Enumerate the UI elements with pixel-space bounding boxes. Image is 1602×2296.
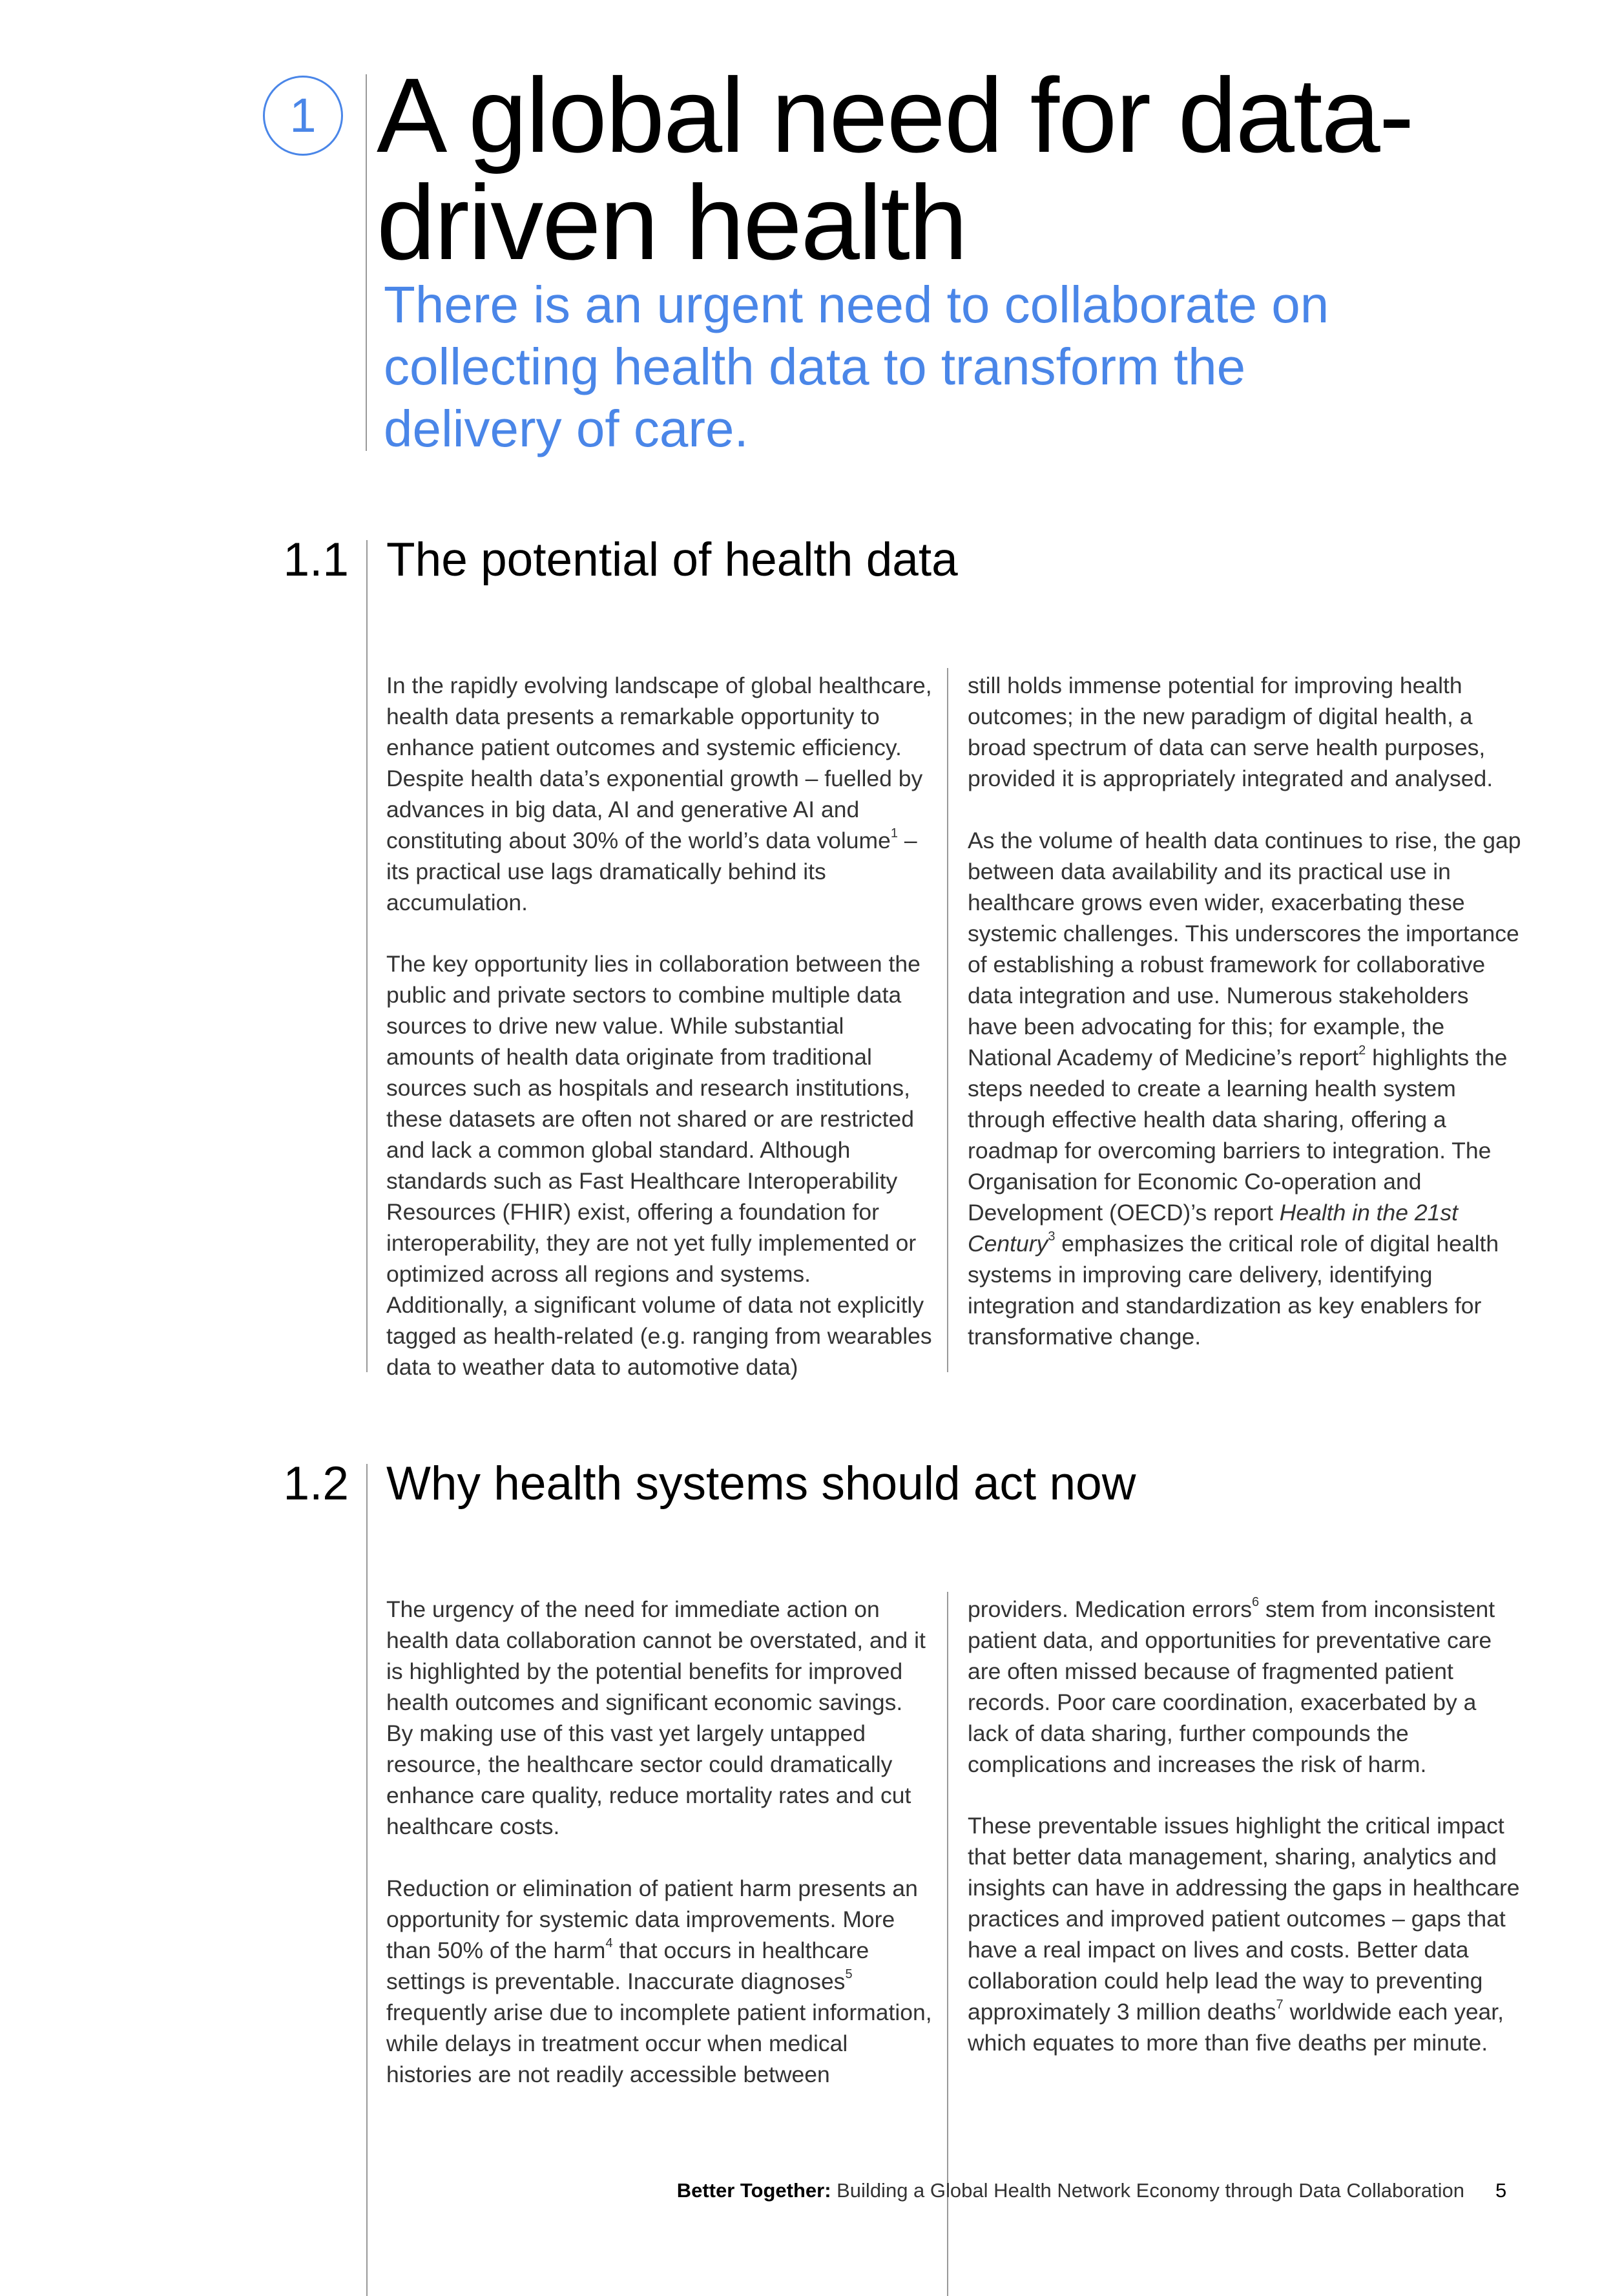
body-paragraph: still holds immense potential for improving health outcomes; in the new paradigm of digital health, a broad spectrum of data can serve health purposes, provided it is appropriately integrated and analysed.	[968, 673, 1493, 791]
page-number: 5	[1495, 2179, 1507, 2202]
chapter-divider	[366, 74, 367, 451]
section-title: Why health systems should act now	[386, 1457, 1136, 1510]
section-divider	[366, 1464, 368, 2296]
body-paragraph: providers. Medication errors$^6$ stem from inconsistent patient data, and opportunities for preventative care are often missed because of fragmented patient records. Poor care coordination, exacerbated by a lack of data sharing, further compounds the complications and increases the risk of harm.	[968, 1595, 1495, 1777]
section-number: 1.2	[283, 1457, 349, 1510]
body-paragraph: The urgency of the need for immediate action on health data collaboration cannot be overstated, and it is highlighted by the potential benefits for improved health outcomes and significant economic savings. By making use of this vast yet largely untapped resource, the healthcare sector could dramatically enhance care quality, reduce mortality rates and cut healthcare costs.	[386, 1596, 926, 1839]
section-divider	[366, 540, 368, 1372]
chapter-subtitle: There is an urgent need to collaborate on collecting health data to transform the delivery of care.	[384, 276, 1329, 457]
column-divider	[947, 668, 948, 1372]
footnote-ref: 6	[1251, 1595, 1260, 1610]
body-paragraph: The key opportunity lies in collaboration between the public and private sectors to combine multiple data sources to drive new value. While substantial amounts of health data originate from traditional sources such as hospitals and research institutions, these datasets are often not shared or are restricted and lack a common global standard. Although standards such as Fast Healthcare Interoperability Resources (FHIR) exist, offering a foundation for interoperability, they are not yet fully implemented or optimized across all regions and systems. Additionally, a significant volume of data not explicitly tagged as health-related (e.g. ranging from wearables data to weather data to automotive data)	[386, 951, 932, 1380]
footnote-ref: 5	[845, 1967, 853, 1982]
footer-text: Building a Global Health Network Economy through Data Collaboration	[831, 2179, 1464, 2202]
body-paragraph: In the rapidly evolving landscape of global healthcare, health data presents a remarkable opportunity to enhance patient outcomes and systemic efficiency. Despite health data’s exponential growth – fuelled by advances in big data, AI and generative AI and constituting about 30% of the world’s data volume$^1$ – its practical use lags dramatically behind its accumulation.	[386, 673, 932, 915]
footnote-ref: 3	[1048, 1229, 1056, 1244]
body-paragraph: These preventable issues highlight the critical impact that better data management, sharing, analytics and insights can have in addressing the gaps in healthcare practices and improved patient outcomes – gaps that have a real impact on lives and costs. Better data collaboration could help lead the way to preventing approximately 3 million deaths$^7$ worldwide each year, which equates to more than five deaths per minute.	[968, 1813, 1520, 2056]
body-paragraph: As the volume of health data continues to rise, the gap between data availability and its practical use in healthcare grows even wider, exacerbating these systemic challenges. This underscores the importance of establishing a robust framework for collaborative data integration and use. Numerous stakeholders have been advocating for this; for example, the National Academy of Medicine’s report$^2$ highlights the steps needed to create a learning health system through effective health data sharing, offering a roadmap for overcoming barriers to integration. The Organisation for Economic Co-operation and Development (OECD)’s report Health in the 21st Century$^3$ emphasizes the critical role of digital health systems in improving care delivery, identifying integration and standardization as key enablers for transformative change.	[968, 828, 1521, 1350]
footer-title: Better Together:	[676, 2179, 831, 2202]
footnote-ref: 1	[890, 826, 898, 841]
footnote-ref: 4	[605, 1936, 613, 1951]
footnote-ref: 7	[1276, 1998, 1284, 2012]
section-title: The potential of health data	[386, 534, 958, 586]
section-number: 1.1	[283, 534, 349, 586]
page-footer	[677, 2178, 1464, 2204]
chapter-number-badge: 1	[263, 76, 343, 156]
footnote-ref: 2	[1358, 1043, 1366, 1058]
chapter-title: A global need for data-driven health	[377, 56, 1413, 282]
body-paragraph: Reduction or elimination of patient harm presents an opportunity for systemic data improvements. More than 50% of the harm$^4$ that occurs in healthcare settings is preventable. Inaccurate diagnoses$^5$ frequently arise due to incomplete patient information, while delays in treatment occur when medical histories are not readily accessible between	[386, 1875, 932, 2087]
